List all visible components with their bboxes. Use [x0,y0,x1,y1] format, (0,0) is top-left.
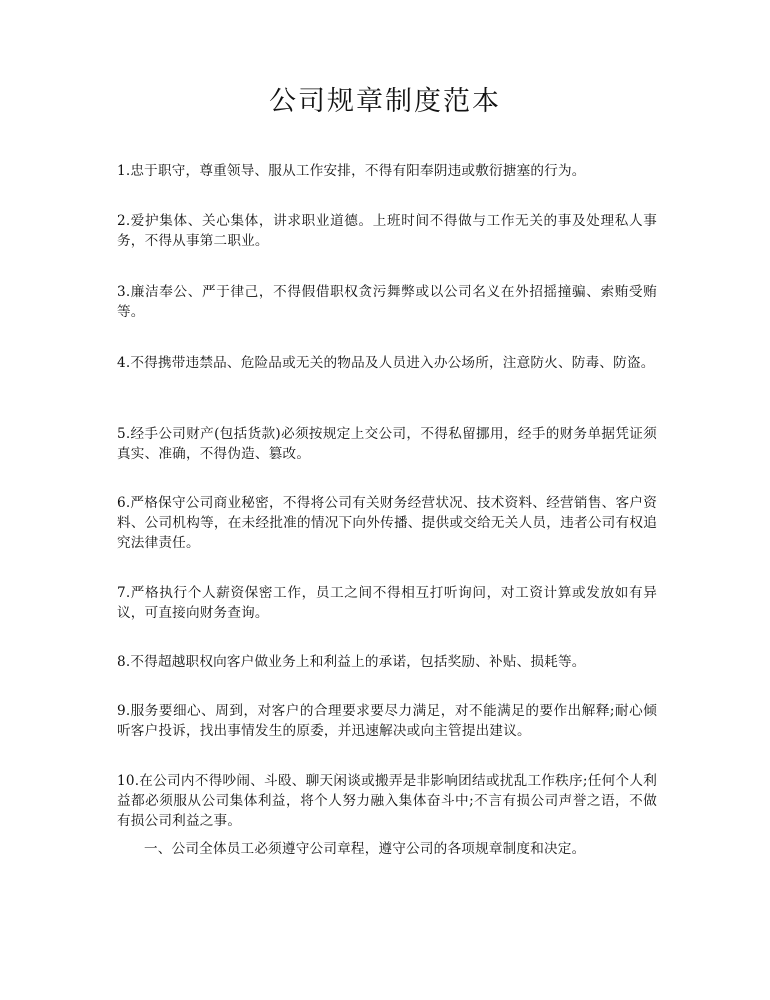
rule-paragraph-6: 6.严格保守公司商业秘密，不得将公司有关财务经营状况、技术资料、经营销售、客户资料、公司机构等，在未经批准的情况下向外传播、提供或交给无关人员，违者公司有权追究法律责任。 [117,495,657,551]
rule-paragraph-2: 2.爱护集体、关心集体，讲求职业道德。上班时间不得做与工作无关的事及处理私人事务，不得从事第二职业。 [117,213,657,249]
rule-paragraph-7: 7.严格执行个人薪资保密工作，员工之间不得相互打听询问，对工资计算或发放如有异议，可直接向财务查询。 [117,585,657,621]
rule-paragraph-8: 8.不得超越职权向客户做业务上和利益上的承诺，包括奖励、补贴、损耗等。 [117,654,586,670]
rule-paragraph-4: 4.不得携带违禁品、危险品或无关的物品及人员进入办公场所，注意防火、防毒、防盗。 [117,355,655,371]
rule-paragraph-10: 10.在公司内不得吵闹、斗殴、聊天闲谈或搬弄是非影响团结或扰乱工作秩序;任何个人利益都必须服从公司集体利益，将个人努力融入集体奋斗中;不言有损公司声誉之语，不做有损公司利益之事。 [117,773,657,829]
rule-paragraph-5: 5.经手公司财产(包括货款)必须按规定上交公司，不得私留挪用，经手的财务单据凭证须真实、准确，不得伪造、篡改。 [117,426,657,462]
rule-paragraph-9: 9.服务要细心、周到，对客户的合理要求要尽力满足，对不能满足的要作出解释;耐心倾听客户投诉，找出事情发生的原委，并迅速解决或向主管提出建议。 [117,703,657,739]
page-title: 公司规章制度范本 [269,86,501,117]
rule-paragraph-1: 1.忠于职守，尊重领导、服从工作安排，不得有阳奉阴违或敷衍搪塞的行为。 [117,163,586,179]
section-paragraph-1: 一、公司全体员工必须遵守公司章程，遵守公司的各项规章制度和决定。 [144,841,586,857]
rule-paragraph-3: 3.廉洁奉公、严于律己，不得假借职权贪污舞弊或以公司名义在外招摇撞骗、索贿受贿等。 [117,284,657,320]
